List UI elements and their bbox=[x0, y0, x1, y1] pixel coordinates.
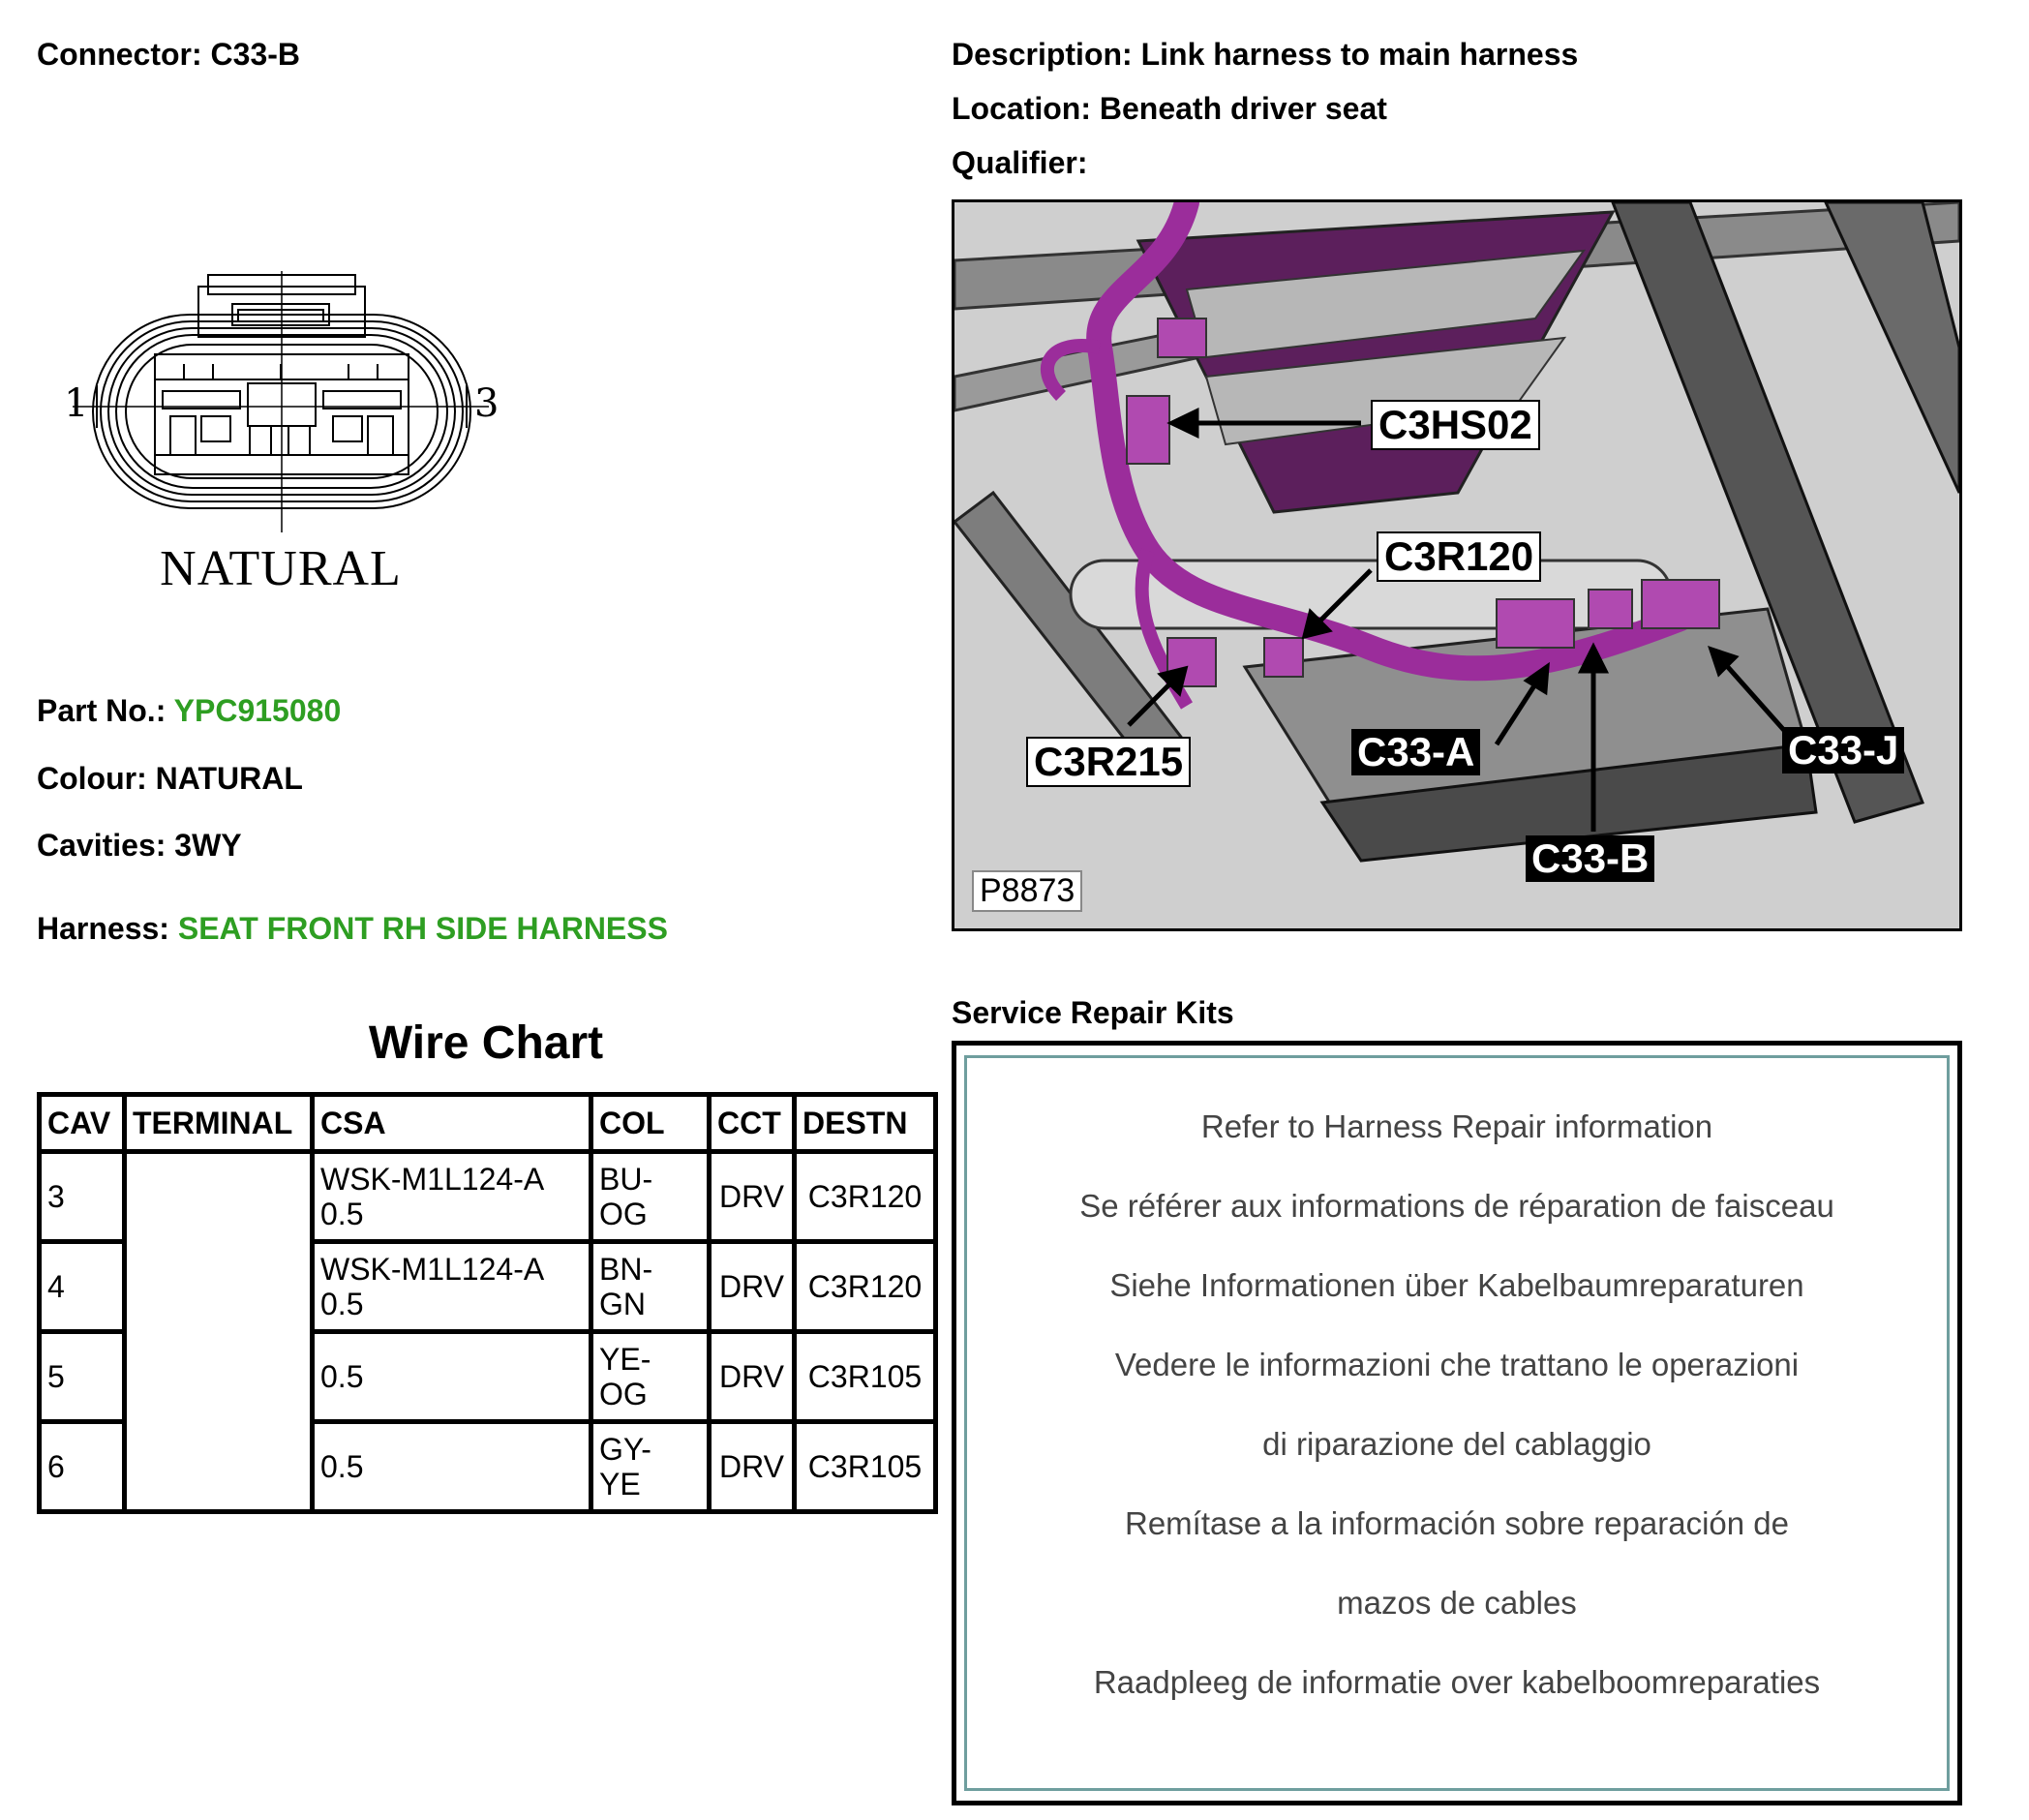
colour-value: NATURAL bbox=[155, 761, 303, 796]
col-part-1: GY- bbox=[599, 1432, 651, 1467]
callout-c33-b: C33-B bbox=[1526, 835, 1654, 882]
description-value: Link harness to main harness bbox=[1140, 37, 1579, 72]
cell-cav: 3 bbox=[40, 1152, 125, 1242]
cell-cct: DRV bbox=[710, 1422, 795, 1512]
wire-chart-table bbox=[37, 1092, 938, 1514]
cell-csa: 0.5 bbox=[313, 1422, 591, 1512]
colour-field bbox=[37, 761, 303, 797]
harness-link[interactable]: SEAT FRONT RH SIDE HARNESS bbox=[177, 911, 668, 946]
part-no-label: Part No.: bbox=[37, 693, 167, 728]
photo-reference-id: P8873 bbox=[972, 870, 1082, 912]
cell-csa bbox=[313, 1242, 591, 1332]
cell-cct: DRV bbox=[710, 1152, 795, 1242]
cell-cct: DRV bbox=[710, 1332, 795, 1422]
cell-destn: C3R105 bbox=[795, 1332, 936, 1422]
col-part-2: OG bbox=[599, 1377, 648, 1411]
cavities-label: Cavities: bbox=[37, 828, 167, 863]
qualifier-field bbox=[952, 145, 1087, 181]
kit-line-de: Siehe Informationen über Kabelbaumreparaturen bbox=[1109, 1267, 1804, 1303]
kit-line-es-2: mazos de cables bbox=[1337, 1585, 1577, 1621]
kit-line-it-1: Vedere le informazioni che trattano le operazioni bbox=[1114, 1347, 1800, 1382]
location-label: Location: bbox=[952, 91, 1091, 126]
kit-line-fr: Se référer aux informations de réparation de faisceau bbox=[1079, 1188, 1834, 1224]
qualifier-label: Qualifier: bbox=[952, 145, 1088, 180]
kit-line-es-1: Remítase a la información sobre reparación de bbox=[1124, 1505, 1790, 1541]
pin-number-right: 3 bbox=[474, 381, 500, 426]
cavities-field bbox=[37, 828, 242, 864]
csa-size: 0.5 bbox=[320, 1197, 364, 1231]
cell-col bbox=[591, 1152, 710, 1242]
location-value: Beneath driver seat bbox=[1099, 91, 1387, 126]
connector-label: Connector: bbox=[37, 37, 202, 72]
col-part-2: YE bbox=[599, 1467, 641, 1502]
wire-table-header-row bbox=[40, 1095, 936, 1152]
cell-col bbox=[591, 1332, 710, 1422]
harness-field bbox=[37, 911, 668, 947]
col-part-1: BN- bbox=[599, 1252, 653, 1287]
connector-face-drawing bbox=[58, 271, 503, 600]
description-field bbox=[952, 37, 1578, 73]
col-part-2: OG bbox=[599, 1197, 648, 1231]
callout-c33-a: C33-A bbox=[1351, 729, 1480, 775]
callout-c3r120: C3R120 bbox=[1377, 531, 1541, 582]
cell-destn: C3R105 bbox=[795, 1422, 936, 1512]
cell-terminal bbox=[125, 1152, 313, 1512]
kit-line-en: Refer to Harness Repair information bbox=[1200, 1108, 1713, 1144]
header-csa: CSA bbox=[313, 1095, 591, 1152]
connector-value: C33-B bbox=[210, 37, 301, 72]
service-kits-title: Service Repair Kits bbox=[952, 995, 1234, 1030]
callout-c3r215: C3R215 bbox=[1026, 737, 1191, 787]
header-cct: CCT bbox=[710, 1095, 795, 1152]
col-part-1: YE- bbox=[599, 1342, 651, 1377]
part-no-field bbox=[37, 693, 341, 729]
drawing-colour-caption: NATURAL bbox=[160, 541, 402, 596]
connector-location-photo bbox=[952, 199, 1962, 931]
cell-csa bbox=[313, 1152, 591, 1242]
cell-col bbox=[591, 1422, 710, 1512]
csa-spec: WSK-M1L124-A bbox=[320, 1162, 545, 1197]
cell-col bbox=[591, 1242, 710, 1332]
cell-destn: C3R120 bbox=[795, 1242, 936, 1332]
cell-cav: 4 bbox=[40, 1242, 125, 1332]
cell-destn: C3R120 bbox=[795, 1152, 936, 1242]
kit-line-nl: Raadpleeg de informatie over kabelboomreparaties bbox=[1093, 1664, 1821, 1700]
header-cav: CAV bbox=[40, 1095, 125, 1152]
cell-csa: 0.5 bbox=[313, 1332, 591, 1422]
table-row bbox=[40, 1152, 936, 1242]
location-field bbox=[952, 91, 1387, 127]
cell-cav: 5 bbox=[40, 1332, 125, 1422]
service-kits-inner-frame bbox=[964, 1055, 1950, 1791]
wire-chart-title: Wire Chart bbox=[368, 1017, 604, 1069]
pin-number-left: 1 bbox=[64, 381, 89, 426]
header-col: COL bbox=[591, 1095, 710, 1152]
kit-line-it-2: di riparazione del cablaggio bbox=[1262, 1426, 1651, 1462]
csa-spec: WSK-M1L124-A bbox=[320, 1252, 545, 1287]
cavities-value: 3WY bbox=[174, 828, 242, 863]
csa-size: 0.5 bbox=[320, 1287, 364, 1321]
col-part-2: GN bbox=[599, 1287, 646, 1321]
harness-label: Harness: bbox=[37, 911, 169, 946]
col-part-1: BU- bbox=[599, 1162, 653, 1197]
header-destn: DESTN bbox=[795, 1095, 936, 1152]
cell-cav: 6 bbox=[40, 1422, 125, 1512]
callout-c3hs02: C3HS02 bbox=[1371, 400, 1540, 450]
part-no-link[interactable]: YPC915080 bbox=[173, 693, 342, 728]
connector-field bbox=[37, 37, 300, 73]
colour-label: Colour: bbox=[37, 761, 147, 796]
header-terminal: TERMINAL bbox=[125, 1095, 313, 1152]
description-label: Description: bbox=[952, 37, 1133, 72]
cell-cct: DRV bbox=[710, 1242, 795, 1332]
callout-c33-j: C33-J bbox=[1782, 727, 1904, 774]
service-kits-box bbox=[952, 1041, 1962, 1805]
